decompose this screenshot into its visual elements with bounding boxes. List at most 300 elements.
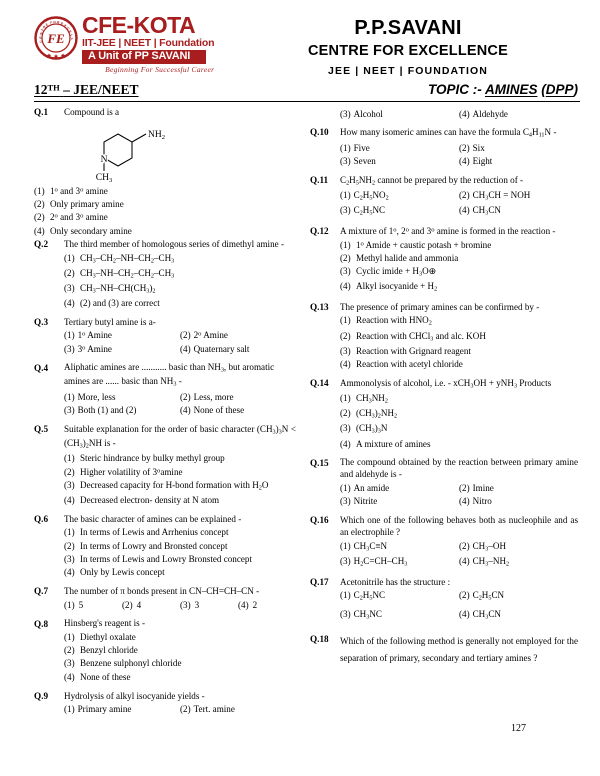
question-number: Q.2	[34, 239, 49, 250]
option-label: (1)	[340, 483, 351, 494]
question-number	[310, 106, 340, 121]
option-label: (3)	[340, 555, 351, 566]
option-list	[340, 314, 578, 370]
question-body	[64, 690, 296, 717]
option-text: In terms of Lowry and Bronsted concept	[80, 540, 228, 551]
question-block	[34, 690, 296, 717]
question-stem: The compound obtained by the reaction between primary amine and aldehyde is -	[340, 457, 578, 480]
question-stem: The number of π bonds present in CN–CH=CH–CN -	[64, 585, 260, 596]
option-item[interactable]	[340, 314, 578, 328]
question-stem: Acetonitrile has the structure :	[340, 576, 451, 587]
question-stem: The third member of homologous series of dimethyl amine -	[64, 239, 284, 250]
question-stem: Suitable explanation for the order of basic character $(CH_3)_3N < (CH_3)_2NH$ is -	[64, 423, 296, 450]
option-label: (2)	[180, 330, 191, 341]
option-item[interactable]	[34, 185, 296, 197]
question-number: Q.16	[310, 515, 329, 526]
topic-prefix: TOPIC :-	[427, 82, 485, 97]
option-label: (2)	[340, 330, 351, 341]
option-list	[64, 631, 296, 683]
option-label: (3)	[340, 609, 351, 620]
option-item[interactable]	[238, 599, 296, 611]
option-row	[64, 329, 296, 341]
option-label: (2)	[459, 190, 470, 201]
option-item[interactable]	[180, 599, 238, 611]
option-text: $CH_3-NH-CH_2-CH_2-CH_3$	[80, 267, 175, 280]
question-body	[64, 316, 296, 356]
logo-title: CFE-KOTA	[82, 12, 196, 38]
option-item[interactable]	[64, 329, 180, 341]
option-text: $CH_3-NH-CH(CH_3)_2$	[80, 282, 156, 295]
question-number: Q.5	[34, 424, 49, 435]
option-label: (2)	[340, 252, 351, 263]
question-body	[340, 377, 578, 451]
option-label: (1)	[64, 631, 75, 642]
option-list	[340, 392, 578, 449]
option-label: (3)	[340, 266, 351, 277]
option-row	[64, 703, 296, 715]
option-label: (1)	[64, 704, 75, 715]
option-label: (3)	[340, 156, 351, 166]
option-item[interactable]	[64, 657, 296, 669]
option-text: Methyl halide and ammonia	[356, 252, 459, 263]
option-text: Alcohol	[353, 108, 383, 119]
question-stem: Tertiary butyl amine is a-	[64, 316, 156, 327]
option-label: (3)	[340, 345, 351, 356]
option-label: (3)	[64, 343, 75, 354]
option-label: (1)	[64, 527, 75, 538]
option-text: Only primary amine	[50, 199, 124, 210]
option-label: (4)	[459, 609, 470, 620]
option-item[interactable]	[459, 555, 578, 569]
option-label: (2)	[180, 704, 191, 715]
option-item[interactable]	[459, 155, 578, 167]
option-text: $CH_3-OH$	[472, 540, 507, 553]
option-label: (2)	[34, 199, 45, 210]
question-block	[34, 316, 296, 356]
question-number: Q.7	[34, 586, 49, 597]
question-stem: Aliphatic amines are ........... basic than $NH_3$, but aromatic amines are ...... basic than $NH_3$ -	[64, 362, 275, 389]
option-item[interactable]	[340, 438, 578, 450]
question-body	[64, 361, 296, 417]
option-item[interactable]	[180, 329, 296, 341]
page-number: 127	[511, 723, 526, 734]
question-stem: Hinsberg's reagent is -	[64, 618, 146, 629]
option-row	[340, 204, 578, 218]
question-number: Q.3	[34, 316, 49, 327]
question-number: Q.11	[310, 174, 329, 185]
option-text: A mixture of amines	[356, 438, 431, 449]
option-text: Five	[353, 142, 370, 153]
question-body	[340, 576, 578, 627]
option-label: (2)	[64, 267, 75, 278]
option-item[interactable]	[122, 599, 180, 611]
option-text: Diethyl oxalate	[80, 631, 136, 642]
option-item[interactable]	[340, 345, 578, 357]
question-body	[340, 174, 578, 220]
option-text: Primary amine	[77, 704, 132, 715]
option-text: 2	[252, 599, 258, 610]
option-item[interactable]	[34, 225, 296, 237]
option-item[interactable]	[459, 495, 578, 507]
option-text: 2$^o$ and 3$^o$ amine	[50, 212, 108, 223]
question-block	[34, 585, 296, 612]
option-item[interactable]	[64, 599, 122, 611]
option-item[interactable]	[340, 239, 578, 251]
question-number: Q.8	[34, 618, 49, 629]
option-row	[340, 482, 578, 494]
option-text: 3	[194, 599, 200, 610]
question-body	[340, 225, 578, 295]
option-text: Higher volatility of 3$^o$amine	[80, 466, 183, 477]
option-label: (3)	[64, 658, 75, 669]
option-list	[34, 185, 296, 237]
question-block	[34, 361, 296, 417]
option-item[interactable]	[64, 452, 296, 464]
topic-name: AMINES	[484, 82, 538, 97]
svg-text:T: T	[40, 27, 45, 33]
option-text: Seven	[353, 156, 376, 166]
option-list	[340, 589, 578, 622]
page-header	[0, 0, 600, 78]
question-number: Q.4	[34, 362, 49, 373]
option-list	[340, 142, 578, 167]
option-label: (4)	[238, 599, 249, 610]
option-row	[340, 495, 578, 507]
question-body	[340, 301, 578, 371]
svg-text:N: N	[38, 31, 44, 36]
option-label: (1)	[64, 599, 75, 610]
option-item[interactable]	[340, 189, 459, 203]
option-text: $CH_3C\equiv N$	[353, 540, 388, 553]
option-text: None of these	[193, 405, 245, 416]
option-label: (1)	[64, 252, 75, 263]
option-list	[340, 189, 578, 218]
option-text: Six	[472, 142, 485, 153]
option-item[interactable]	[180, 391, 296, 403]
option-item[interactable]	[180, 703, 296, 715]
question-block	[34, 617, 296, 684]
subheader	[0, 78, 600, 100]
class-label	[34, 82, 139, 98]
option-label: (1)	[340, 590, 351, 601]
option-item[interactable]	[340, 330, 578, 344]
option-item[interactable]	[64, 703, 180, 715]
option-label: (4)	[459, 108, 470, 119]
question-stem: Compound is a	[64, 107, 120, 117]
svg-text:F: F	[49, 20, 53, 25]
question-stem: $C_2H_5NH_2$ cannot be prepared by the reduction of -	[340, 174, 524, 187]
question-number: Q.9	[34, 690, 49, 701]
option-list	[64, 252, 296, 309]
option-label: (1)	[64, 391, 75, 402]
option-item[interactable]	[459, 589, 578, 603]
option-label: (3)	[64, 479, 75, 490]
option-text: Both (1) and (2)	[77, 405, 137, 416]
topic-label	[428, 82, 578, 97]
option-item[interactable]	[459, 189, 578, 203]
question-body	[64, 513, 296, 580]
question-number: Q.10	[310, 127, 329, 138]
option-item[interactable]	[340, 589, 459, 603]
option-text: 1$^o$ Amine	[77, 330, 112, 341]
option-row	[340, 608, 578, 622]
option-item[interactable]	[64, 644, 296, 656]
option-row	[340, 142, 578, 154]
option-text: Nitrite	[353, 496, 378, 507]
option-label: (3)	[340, 205, 351, 216]
option-text: Aldehyde	[472, 108, 508, 119]
question-block	[310, 106, 578, 121]
option-text: An amide	[353, 483, 390, 494]
question-body	[340, 456, 578, 508]
option-item[interactable]	[340, 422, 578, 436]
svg-text:FE: FE	[47, 31, 65, 46]
question-body	[64, 617, 296, 684]
question-block	[310, 126, 578, 168]
option-label: (4)	[180, 343, 191, 354]
option-item[interactable]	[340, 540, 459, 554]
option-item[interactable]	[64, 526, 296, 538]
option-item[interactable]	[340, 608, 459, 622]
option-text: Alkyl isocyanide + $H_2$	[356, 281, 438, 293]
option-label: (1)	[340, 239, 351, 250]
option-text: In terms of Lewis and Arrhenius concept	[80, 527, 229, 538]
option-text: Benzene sulphonyl chloride	[80, 658, 182, 669]
option-item[interactable]	[64, 404, 180, 416]
option-list	[64, 452, 296, 506]
option-item[interactable]	[459, 108, 578, 120]
option-text: In terms of Lewis and Lowry Bronsted concept	[80, 553, 252, 564]
option-text: Less, more	[193, 391, 234, 402]
option-item[interactable]	[64, 282, 296, 296]
option-label: (4)	[340, 281, 351, 292]
option-label: (3)	[64, 553, 75, 564]
option-label: (3)	[64, 405, 75, 416]
option-text: Nitro	[472, 496, 492, 507]
option-row	[340, 555, 578, 569]
option-text: 2$^o$ Amine	[193, 330, 228, 341]
option-text: Decreased electron- density at N atom	[80, 494, 220, 505]
option-text: 1$^o$ Amide + caustic potash + bromine	[356, 239, 492, 250]
svg-text:L: L	[69, 33, 74, 37]
option-text: None of these	[80, 671, 131, 682]
option-text: Cyclic imide + $H_3O\oplus$	[356, 266, 437, 278]
option-row	[340, 589, 578, 603]
question-block	[34, 423, 296, 507]
svg-text:X: X	[63, 23, 68, 28]
option-row	[64, 404, 296, 416]
question-number: Q.14	[310, 377, 329, 388]
option-row	[340, 155, 578, 167]
option-item[interactable]	[340, 142, 459, 154]
logo-tagline: Beginning For Successful Career	[105, 64, 215, 74]
logo-band: A Unit of PP SAVANI	[82, 50, 206, 64]
svg-text:E: E	[45, 22, 49, 27]
option-list	[64, 599, 296, 611]
left-question-column	[34, 106, 296, 722]
option-item[interactable]	[340, 495, 459, 507]
option-item[interactable]	[34, 211, 296, 223]
option-text: Eight	[472, 156, 493, 166]
option-label: (4)	[459, 496, 470, 507]
seal-icon	[34, 16, 78, 60]
option-item[interactable]	[340, 358, 578, 370]
question-body	[64, 585, 296, 612]
option-item[interactable]	[340, 280, 578, 294]
option-text: 3$^o$ Amine	[77, 343, 112, 354]
question-body	[340, 126, 578, 168]
option-text: $CH_3CN$	[472, 609, 501, 621]
option-item[interactable]	[340, 155, 459, 167]
option-list	[64, 526, 296, 578]
question-block	[34, 513, 296, 580]
question-body	[64, 106, 296, 118]
option-text: $C_2H_5CN$	[472, 590, 505, 602]
option-item[interactable]	[340, 407, 578, 421]
question-number: Q.15	[310, 457, 329, 468]
option-list	[64, 329, 296, 354]
option-item[interactable]	[340, 252, 578, 264]
option-list	[64, 391, 296, 416]
option-text: Imine	[472, 483, 494, 494]
question-number: Q.6	[34, 513, 49, 524]
option-item[interactable]	[34, 198, 296, 210]
question-block	[310, 456, 578, 508]
option-text: $C_2H_5NC$	[353, 205, 386, 218]
option-label: (1)	[34, 185, 45, 196]
option-item[interactable]	[64, 566, 296, 578]
svg-text:NH2: $NH_2$	[148, 129, 166, 141]
option-label: (4)	[64, 567, 75, 578]
question-block	[34, 238, 296, 310]
svg-text:O: O	[53, 19, 56, 25]
question-stem: The presence of primary amines can be confirmed by -	[340, 301, 540, 312]
option-item[interactable]	[340, 392, 578, 406]
option-label: (2)	[459, 142, 470, 153]
question-block	[310, 633, 578, 668]
question-stem: A mixture of 1$^o$, 2$^o$ and 3$^o$ amine is formed in the reaction -	[340, 225, 556, 236]
institute-logo	[34, 14, 222, 73]
question-block	[34, 106, 296, 118]
option-row	[340, 189, 578, 203]
option-item[interactable]	[340, 482, 459, 494]
option-item[interactable]	[64, 553, 296, 565]
option-label: (3)	[180, 599, 191, 610]
option-text: 1$^o$ and 3$^o$ amine	[50, 185, 108, 196]
option-item[interactable]	[180, 404, 296, 416]
option-text: $CH_3NH_2$	[356, 393, 388, 405]
option-item[interactable]	[64, 267, 296, 281]
option-text: Quaternary salt	[193, 343, 250, 354]
question-stem: Which one of the following behaves both as nucleophile and as an electrophile ?	[340, 515, 578, 538]
option-item[interactable]	[64, 297, 296, 309]
option-list	[340, 540, 578, 569]
topic-tag: DPP	[545, 82, 574, 97]
option-item[interactable]	[64, 479, 296, 493]
option-item[interactable]	[459, 204, 578, 218]
option-item[interactable]	[64, 466, 296, 478]
option-item[interactable]	[340, 265, 578, 279]
option-label: (2)	[459, 483, 470, 494]
option-list	[64, 703, 296, 715]
option-list	[340, 239, 578, 295]
option-row	[64, 599, 296, 611]
question-number: Q.13	[310, 302, 329, 313]
option-label: (2)	[459, 590, 470, 601]
option-text: Reaction with CHCl$_3$ and alc. KOH	[356, 330, 486, 343]
option-text: $C_2H_5NC$	[353, 590, 386, 602]
option-label: (4)	[340, 438, 351, 449]
option-item[interactable]	[459, 540, 578, 554]
option-item[interactable]	[340, 108, 459, 120]
question-body	[64, 423, 296, 507]
question-block	[310, 301, 578, 371]
option-text: More, less	[77, 391, 116, 402]
svg-text:R: R	[42, 24, 47, 30]
option-text: Reaction with $HNO_2$	[356, 315, 432, 328]
option-label: (4)	[64, 298, 75, 309]
option-item[interactable]	[64, 494, 296, 506]
option-text: $C_2H_5NO_2$	[353, 190, 389, 202]
option-text: $CH_3CH$ = NOH	[472, 190, 531, 202]
option-item[interactable]	[459, 608, 578, 622]
option-list	[340, 108, 578, 120]
class-stream: – JEE/NEET	[63, 82, 139, 97]
option-label: (2)	[64, 466, 75, 477]
option-item[interactable]	[340, 555, 459, 569]
question-body	[340, 106, 578, 121]
question-block	[310, 576, 578, 627]
option-label: (1)	[340, 190, 351, 201]
option-item[interactable]	[180, 343, 296, 355]
institute-name: P.P.SAVANI	[354, 17, 462, 39]
option-item[interactable]	[64, 671, 296, 683]
option-item[interactable]	[459, 482, 578, 494]
svg-text:N: N	[100, 154, 108, 165]
question-body	[340, 633, 578, 668]
svg-text:CH3: $CH_3$	[95, 172, 113, 182]
option-label: (3)	[340, 108, 351, 119]
option-item[interactable]	[64, 343, 180, 355]
option-text: $CH_3-NH_2$	[472, 555, 510, 568]
class-number: 12	[34, 82, 48, 97]
question-number: Q.17	[310, 576, 329, 587]
option-item[interactable]	[64, 631, 296, 643]
option-label: (2)	[34, 212, 45, 223]
svg-text:C: C	[38, 40, 44, 44]
option-label: (1)	[340, 540, 351, 551]
option-text: $(CH_3)_3N$	[356, 423, 388, 436]
option-item[interactable]	[64, 540, 296, 552]
option-item[interactable]	[459, 142, 578, 154]
option-label: (4)	[459, 555, 470, 566]
option-text: $H_2C=CH-CH_3$	[353, 555, 408, 568]
option-item[interactable]	[64, 252, 296, 266]
option-label: (4)	[459, 205, 470, 216]
option-label: (4)	[34, 225, 45, 236]
option-text: Only secondary amine	[50, 225, 132, 236]
option-item[interactable]	[340, 204, 459, 218]
option-text: $CH_3-CH_2-NH-CH_2-CH_3$	[80, 252, 175, 265]
svg-text:R: R	[56, 20, 60, 25]
option-text: Only by Lewis concept	[80, 567, 165, 578]
option-label: (4)	[340, 359, 351, 369]
option-text: Reaction with Grignard reagent	[356, 345, 471, 356]
option-text: Decreased capacity for H-bond formation with $H_2O$	[80, 479, 269, 492]
option-item[interactable]	[64, 391, 180, 403]
svg-text:E: E	[60, 21, 64, 26]
question-block	[310, 174, 578, 220]
